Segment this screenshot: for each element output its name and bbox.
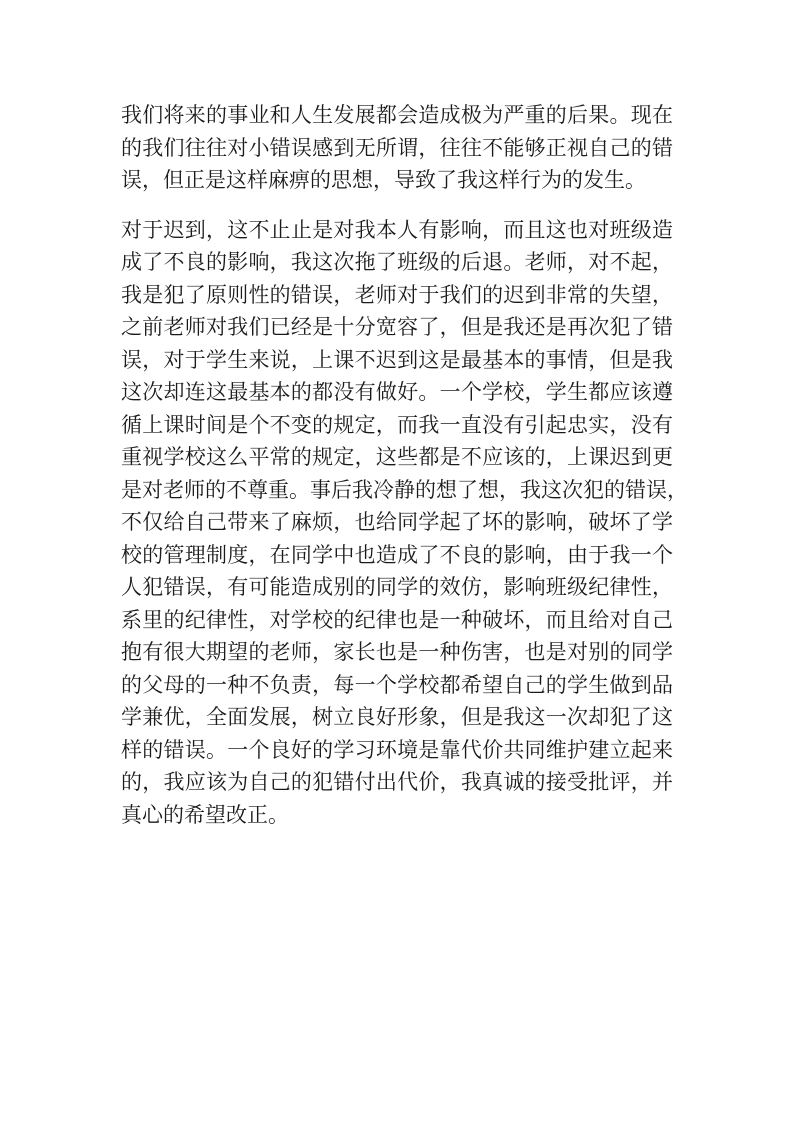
text-line: 真心的希望改正。 <box>121 802 289 827</box>
text-line: 之前老师对我们已经是十分宽容了，但是我还是再次犯了错 <box>121 315 673 339</box>
text-line: 我是犯了原则性的错误，老师对于我们的迟到非常的失望， <box>121 282 673 307</box>
text-line: 成了不良的影响，我这次拖了班级的后退。老师，对不起， <box>121 250 673 274</box>
text-line: 人犯错误，有可能造成别的同学的效仿，影响班级纪律性， <box>121 575 673 599</box>
text-line: 系里的纪律性，对学校的纪律也是一种破坏，而且给对自己 <box>121 607 673 632</box>
text-line: 校的管理制度，在同学中也造成了不良的影响，由于我一个 <box>121 542 673 567</box>
text-line: 我们将来的事业和人生发展都会造成极为严重的后果。现在 <box>121 103 673 127</box>
text-line: 不仅给自己带来了麻烦，也给同学起了坏的影响，破坏了学 <box>121 510 673 534</box>
text-line: 抱有很大期望的老师，家长也是一种伤害，也是对别的同学 <box>121 640 673 664</box>
paragraph-2 <box>121 214 688 832</box>
text-line: 这次却连这最基本的都没有做好。一个学校，学生都应该遵 <box>121 380 673 404</box>
text-line: 的，我应该为自己的犯错付出代价，我真诚的接受批评，并 <box>121 770 673 794</box>
text-line: 循上课时间是个不变的规定，而我一直没有引起忠实，没有 <box>121 412 673 437</box>
text-line: 误，但正是这样麻痹的思想，导致了我这样行为的发生。 <box>121 168 646 192</box>
text-line: 对于迟到，这不止止是对我本人有影响，而且这也对班级造 <box>121 217 673 242</box>
paragraph-1 <box>121 99 673 197</box>
text-line: 重视学校这么平常的规定，这些都是不应该的，上课迟到更 <box>121 445 673 469</box>
text-line: 的父母的一种不负责，每一个学校都希望自己的学生做到品 <box>121 672 673 697</box>
text-line: 样的错误。一个良好的学习环境是靠代价共同维护建立起来 <box>121 737 673 762</box>
text-line: 误，对于学生来说，上课不迟到这是最基本的事情，但是我 <box>121 347 673 372</box>
text-line: 是对老师的不尊重。事后我冷静的想了想，我这次犯的错误， <box>121 477 688 502</box>
document-body <box>121 99 688 831</box>
text-line: 的我们往往对小错误感到无所谓，往往不能够正视自己的错 <box>121 135 673 160</box>
text-line: 学兼优，全面发展，树立良好形象，但是我这一次却犯了这 <box>121 705 673 729</box>
